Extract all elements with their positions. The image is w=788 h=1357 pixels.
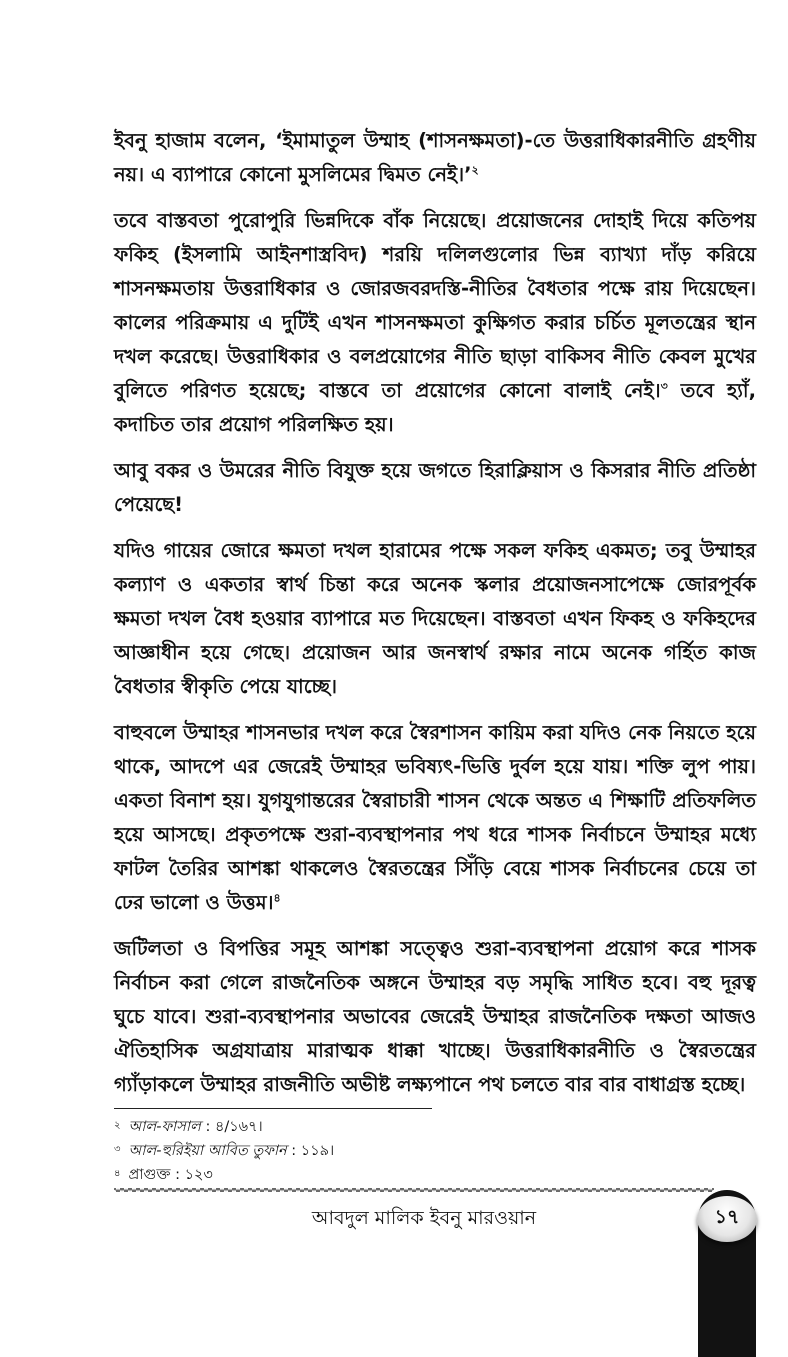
footnote-number: ৪	[114, 1168, 121, 1179]
footnote-reference: প্রাগুক্ত : ১২৩	[128, 1167, 213, 1183]
footnote-source: আল-ফাসাল	[128, 1119, 201, 1135]
paragraph	[114, 204, 756, 442]
paragraph-text: জটিলতা ও বিপত্তির সমূহ আশঙ্কা সত্ত্বেও শুরা-ব্যবস্থাপনা প্রয়োগ করে শাসক নির্বাচন করা গেলে রাজনৈতিক অঙ্গনে উম্মাহর বড় সমৃদ্ধি সাধিত হবে। বহু দূরত্ব ঘুচে যাবে। শুরা-ব্যবস্থাপনার অভাবের জেরেই উম্মাহর রাজনৈতিক দক্ষতা আজও ঐতিহাসিক অগ্রযাত্রায় মারাত্মক ধাক্কা খাচ্ছে। উত্তরাধিকারনীতি ও স্বৈরতন্ত্রের গ্যাঁড়াকলে উম্মাহর রাজনীতি অভীষ্ট লক্ষ্যপানে পথ চলতে বার বার বাধাগ্রস্ত হচ্ছে।	[114, 937, 756, 1096]
footnote-rule	[114, 1108, 432, 1109]
footnote-3	[114, 1140, 614, 1164]
paragraph-text: যদিও গায়ের জোরে ক্ষমতা দখল হারামের পক্ষে সকল ফকিহ একমত; তবু উম্মাহর কল্যাণ ও একতার স্বার্থ চিন্তা করে অনেক স্কলার প্রয়োজনসাপেক্ষে জোরপূর্বক ক্ষমতা দখল বৈধ হওয়ার ব্যাপারে মত দিয়েছেন। বাস্তবতা এখন ফিকহ ও ফকিহদের আজ্ঞাধীন হয়ে গেছে। প্রয়োজন আর জনস্বার্থ রক্ষার নামে অনেক গর্হিত কাজ বৈধতার স্বীকৃতি পেয়ে যাচ্ছে।	[114, 539, 756, 698]
running-title: আবদুল মালিক ইবনু মারওয়ান	[311, 1207, 537, 1229]
paragraph	[114, 534, 756, 704]
page-number: ১৭	[697, 1196, 757, 1242]
footnote-4	[114, 1164, 614, 1188]
footnote-reference: : ১১৯।	[286, 1143, 335, 1159]
footnote-marker[interactable]: ৩	[660, 379, 668, 393]
footnote-2	[114, 1116, 614, 1140]
body-text	[114, 124, 756, 1114]
paragraph	[114, 454, 756, 522]
footnote-marker[interactable]: ৪	[273, 891, 281, 905]
paragraph-text: তবে বাস্তবতা পুরোপুরি ভিন্নদিকে বাঁক নিয়েছে। প্রয়োজনের দোহাই দিয়ে কতিপয় ফকিহ (ইসলামি আইনশাস্ত্রবিদ) শরয়ি দলিলগুলোর ভিন্ন ব্যাখ্যা দাঁড় করিয়ে শাসনক্ষমতায় উত্তরাধিকার ও জোরজবরদস্তি-নীতির বৈধতার পক্ষে রায় দিয়েছেন। কালের পরিক্রমায় এ দুটিই এখন শাসনক্ষমতা কুক্ষিগত করার চর্চিত মূলতন্ত্রের স্থান দখল করেছে। উত্তরাধিকার ও বলপ্রয়োগের নীতি ছাড়া বাকিসব নীতি কেবল মুখের বুলিতে পরিণত হয়েছে; বাস্তবে তা প্রয়োগের কোনো বালাই নেই।	[114, 209, 756, 402]
footnote-marker[interactable]: ২	[471, 163, 479, 177]
paragraph	[114, 716, 756, 920]
footnote-reference: : ৪/১৬৭।	[200, 1119, 263, 1135]
footnote-source: আল-হুরিইয়া আবিত তুফান	[128, 1143, 287, 1159]
paragraph	[114, 932, 756, 1102]
footnotes	[114, 1116, 614, 1188]
paragraph-text: তবে হ্যাঁ, কদাচিত তার প্রয়োগ পরিলক্ষিত হয়।	[114, 379, 756, 436]
footnote-number: ২	[114, 1120, 121, 1131]
footnote-number: ৩	[114, 1144, 121, 1155]
paragraph-text: আবু বকর ও উমরের নীতি বিযুক্ত হয়ে জগতে হিরাক্লিয়াস ও কিসরার নীতি প্রতিষ্ঠা পেয়েছে!	[114, 459, 756, 516]
paragraph	[114, 124, 756, 192]
footer-wavy-divider	[114, 1186, 714, 1194]
paragraph-text: ইবনু হাজাম বলেন, ‘ইমামাতুল উম্মাহ (শাসনক্ষমতা)-তে উত্তরাধিকারনীতি গ্রহণীয় নয়। এ ব্যাপারে কোনো মুসলিমের দ্বিমত নেই।’	[114, 129, 756, 186]
paragraph-text: বাহুবলে উম্মাহর শাসনভার দখল করে স্বৈরশাসন কায়িম করা যদিও নেক নিয়তে হয়ে থাকে, আদপে এর জেরেই উম্মাহর ভবিষ্যৎ-ভিত্তি দুর্বল হয়ে যায়। শক্তি লুপ পায়। একতা বিনাশ হয়। যুগযুগান্তরের স্বৈরাচারী শাসন থেকে অন্তত এ শিক্ষাটি প্রতিফলিত হয়ে আসছে। প্রকৃতপক্ষে শুরা-ব্যবস্থাপনার পথ ধরে শাসক নির্বাচনে উম্মাহর মধ্যে ফাটল তৈরির আশঙ্কা থাকলেও স্বৈরতন্ত্রের সিঁড়ি বেয়ে শাসক নির্বাচনের চেয়ে তা ঢের ভালো ও উত্তম।	[114, 721, 756, 914]
